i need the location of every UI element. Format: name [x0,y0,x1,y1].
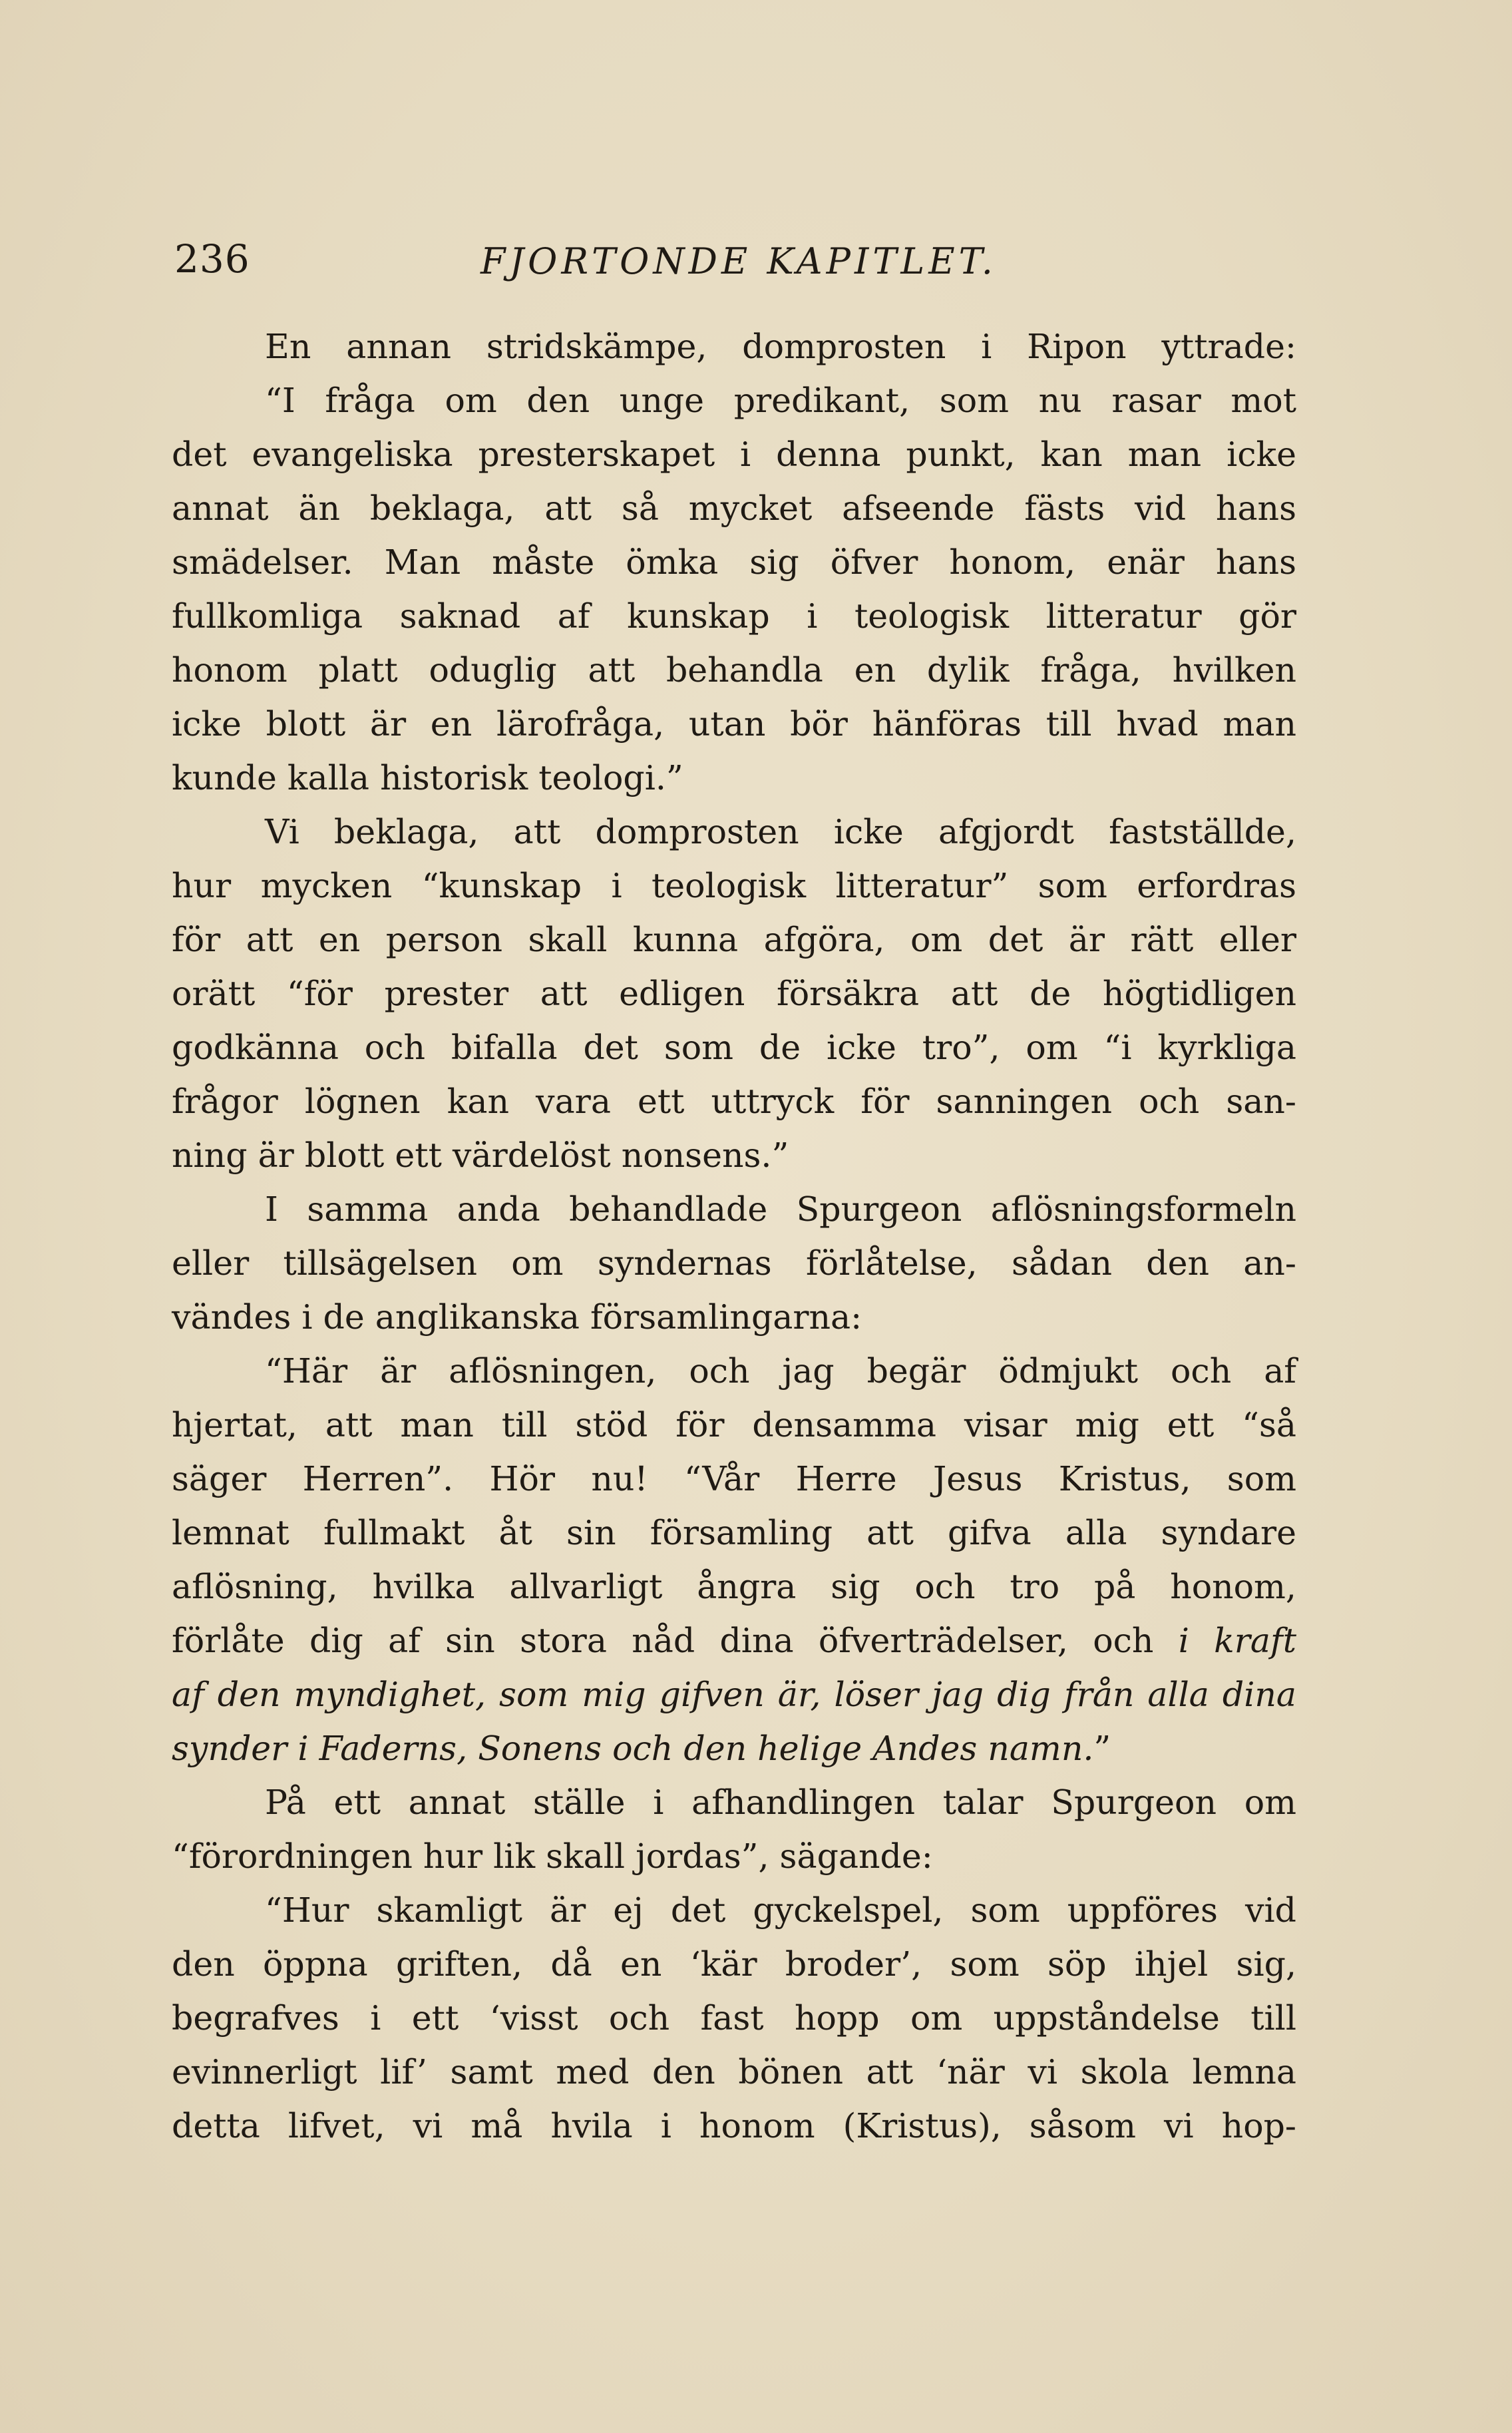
text-line-content: “förordningen hur lik skall jordas”, sägande: [172,1837,933,1876]
text-line-content: godkänna och bifalla det som de icke tro”, om “i kyrkliga [172,1028,1296,1067]
text-line-content: I samma anda behandlade Spurgeon aflösningsformeln [265,1190,1296,1229]
text-line [172,481,1296,535]
text-line [172,535,1296,589]
text-line-content: den öppna griften, då en ‘kär broder’, som söp ihjel sig, [172,1944,1296,1984]
text-line-content: annat än beklaga, att så mycket afseende fästs vid hans [172,489,1296,528]
text-line-content: orätt “för prester att edligen försäkra att de högtidligen [172,974,1296,1013]
text-line [172,1344,1296,1398]
text-line-content: Vi beklaga, att domprosten icke afgjordt fastställde, [265,812,1296,851]
closing-quote: ” [1093,1729,1111,1768]
text-line-content: icke blott är en lärofråga, utan bör hänföras till hvad man [172,704,1296,744]
text-line [172,1290,1296,1344]
text-line [172,1614,1296,1667]
text-line-content: förlåte dig af sin stora nåd dina öfverträdelser, och [172,1621,1154,1660]
text-line-content: det evangeliska presterskapet i denna punkt, kan man icke [172,435,1296,474]
text-line [172,320,1296,373]
text-line [172,2045,1296,2099]
text-line-content: honom platt oduglig att behandla en dylik fråga, hvilken [172,650,1296,690]
text-line-content: På ett annat ställe i afhandlingen talar Spurgeon om [265,1783,1296,1822]
text-line-content: säger Herren”. Hör nu! “Vår Herre Jesus Kristus, som [172,1459,1296,1498]
text-line-content: synder i Faderns, Sonens och den helige Andes namn. [172,1729,1094,1768]
text-line-content: aflösning, hvilka allvarligt ångra sig och tro på honom, [172,1567,1296,1606]
text-line-content: begrafves i ett ‘visst och fast hopp om uppståndelse till [172,1998,1296,2038]
text-line [172,805,1296,859]
text-line [172,1020,1296,1074]
text-line [172,1182,1296,1236]
text-line-content: lemnat fullmakt åt sin församling att gifva alla syndare [172,1513,1296,1552]
text-line [172,1236,1296,1290]
text-line [172,751,1296,805]
text-line-content: af den myndighet, som mig gifven är, löser jag dig från alla dina [172,1675,1296,1714]
page-number: 236 [174,236,250,282]
text-line-content: hjertat, att man till stöd för densamma visar mig ett “så [172,1405,1296,1444]
text-line [172,967,1296,1020]
text-line-content: hur mycken “kunskap i teologisk litteratur” som erfordras [172,866,1296,905]
text-line [172,913,1296,967]
text-line [172,859,1296,913]
text-line [172,1883,1296,1937]
text-line [172,1074,1296,1128]
running-head [174,236,1306,296]
text-line [172,1506,1296,1560]
text-line-content: “Hur skamligt är ej det gyckelspel, som uppföres vid [265,1890,1296,1930]
text-line [172,1398,1296,1452]
text-line-content: “I fråga om den unge predikant, som nu rasar mot [265,381,1296,420]
text-line [172,1721,1296,1775]
text-line [172,1452,1296,1506]
text-line [172,1775,1296,1829]
text-line [172,2099,1296,2153]
text-line [172,1128,1296,1182]
text-line-content: kunde kalla historisk teologi.” [172,758,683,797]
text-line-content: frågor lögnen kan vara ett uttryck för sanningen och san- [172,1082,1296,1121]
text-line-content: fullkomliga saknad af kunskap i teologisk litteratur gör [172,596,1296,636]
chapter-title: FJORTONDE KAPITLET. [480,240,997,282]
text-line-content: eller tillsägelsen om syndernas förlåtelse, sådan den an- [172,1243,1296,1283]
text-line-content: ning är blott ett värdelöst nonsens.” [172,1136,789,1175]
text-line [172,427,1296,481]
text-line [172,589,1296,643]
text-line-content: vändes i de anglikanska församlingarna: [172,1297,862,1337]
text-line [172,1991,1296,2045]
text-line [172,1829,1296,1883]
text-line [172,1560,1296,1614]
text-line [172,1667,1296,1721]
text-line-content: smädelser. Man måste ömka sig öfver honom, enär hans [172,543,1296,582]
text-line-content: “Här är aflösningen, och jag begär ödmjukt och af [265,1351,1296,1391]
text-line [172,1937,1296,1991]
text-line [172,373,1296,427]
text-line-content: för att en person skall kunna afgöra, om det är rätt eller [172,920,1296,959]
italic-phrase: i kraft [1153,1621,1296,1660]
text-line-content: evinnerligt lif’ samt med den bönen att ‘när vi skola lemna [172,2052,1296,2092]
text-line-content: detta lifvet, vi må hvila i honom (Kristus), såsom vi hop- [172,2106,1296,2145]
text-line-content: En annan stridskämpe, domprosten i Ripon yttrade: [265,327,1296,366]
text-line [172,643,1296,697]
text-line [172,697,1296,751]
body-text [172,320,1296,2153]
